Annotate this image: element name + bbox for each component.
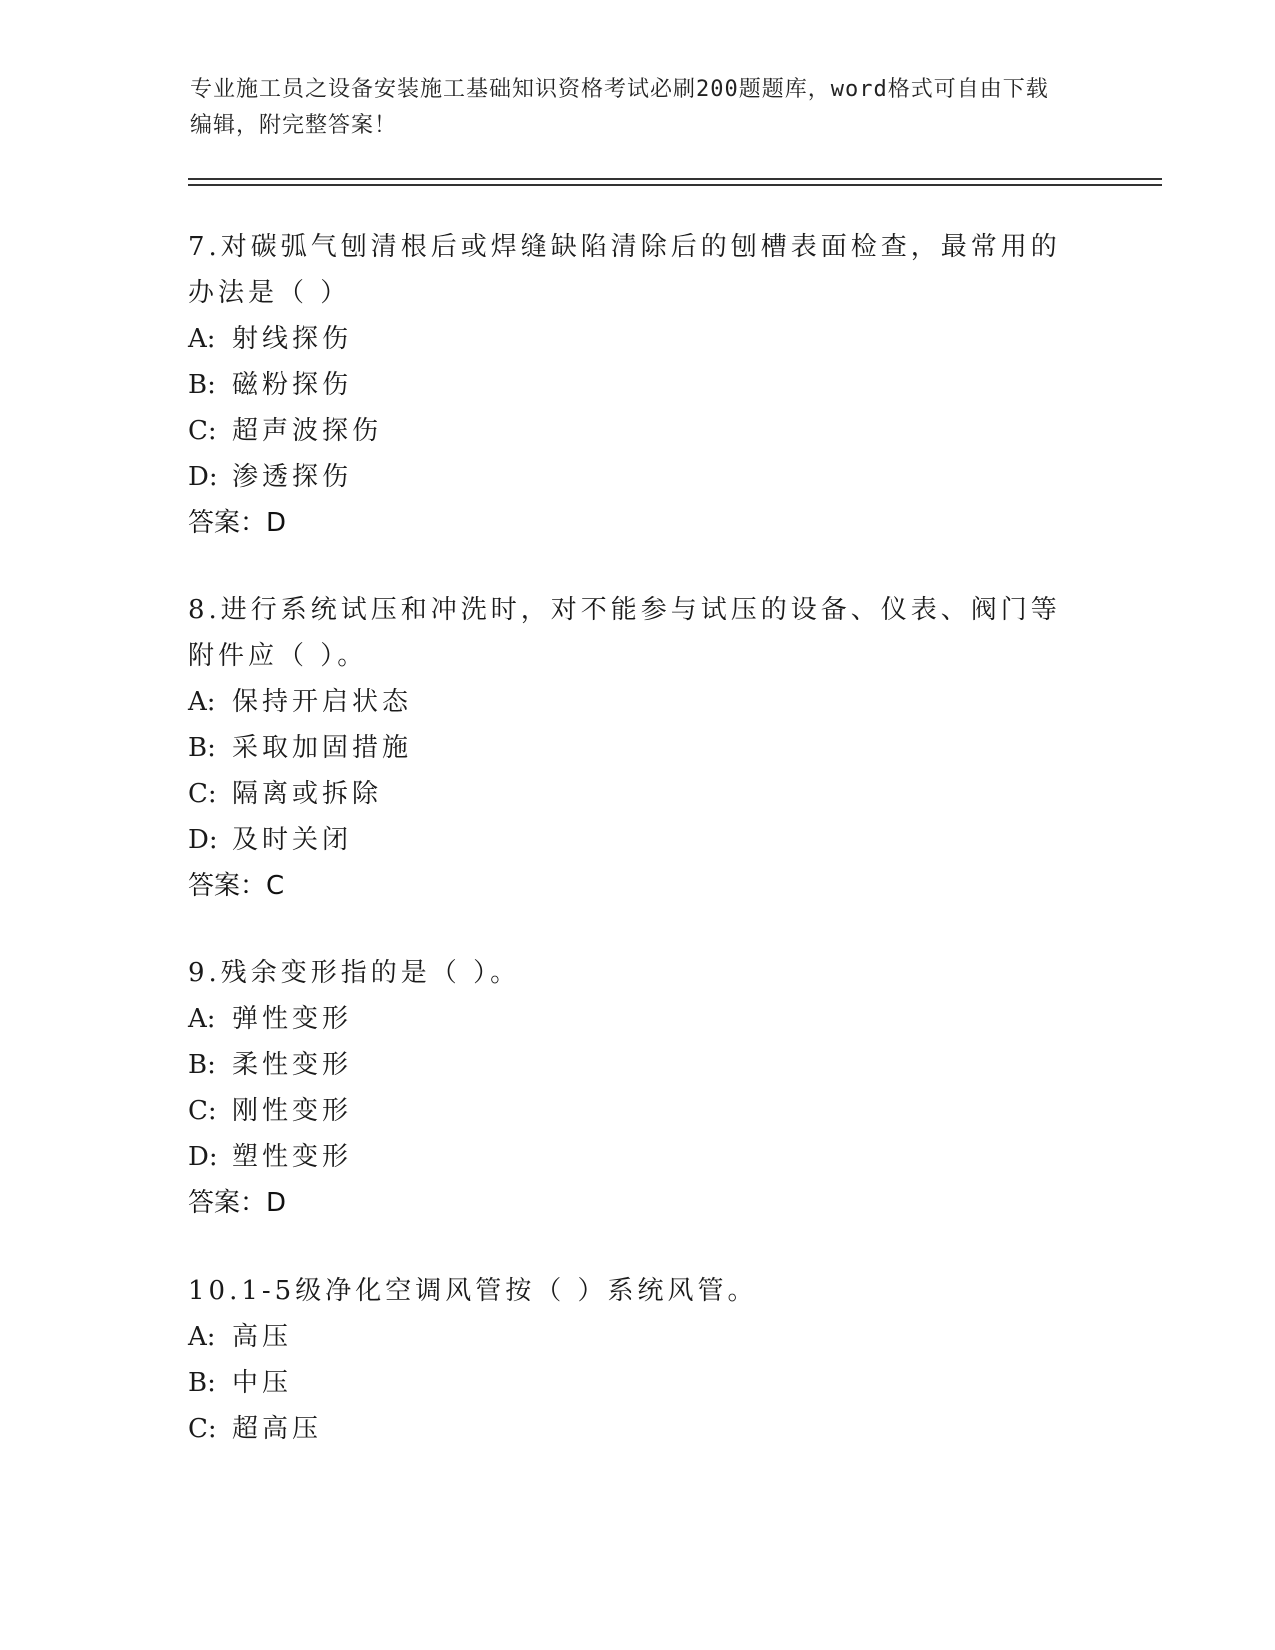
- option-key: C:: [188, 1096, 217, 1126]
- option-text: 超高压: [232, 1414, 323, 1444]
- option-key: C:: [188, 416, 217, 446]
- option-key: A:: [188, 1004, 216, 1034]
- document-header: 专业施工员之设备安装施工基础知识资格考试必刷200题题库，word格式可自由下载编辑，附完整答案！: [190, 77, 1049, 138]
- question-7: [188, 224, 1068, 546]
- question-stem: 8.进行系统试压和冲洗时，对不能参与试压的设备、仪表、阀门等附件应（ ）。: [188, 595, 1061, 671]
- option-text: 采取加固措施: [232, 733, 413, 763]
- option-key: D:: [188, 462, 218, 492]
- question-stem: 10.1-5级净化空调风管按（ ）系统风管。: [188, 1276, 758, 1306]
- option-text: 刚性变形: [232, 1096, 353, 1126]
- option-a: [188, 1314, 1068, 1360]
- header-divider-bottom: [188, 184, 1162, 186]
- question-stem: 9.残余变形指的是（ ）。: [188, 958, 521, 988]
- option-key: A:: [188, 1322, 216, 1352]
- option-key: C:: [188, 779, 217, 809]
- option-c: [188, 1406, 1068, 1452]
- option-text: 柔性变形: [232, 1050, 353, 1080]
- question-10: [188, 1268, 1068, 1452]
- option-c: [188, 771, 1068, 817]
- option-key: A:: [188, 324, 216, 354]
- question-8: [188, 587, 1068, 909]
- option-text: 弹性变形: [232, 1004, 353, 1034]
- option-text: 及时关闭: [232, 825, 353, 855]
- option-c: [188, 408, 1068, 454]
- option-key: A:: [188, 687, 216, 717]
- option-text: 磁粉探伤: [232, 370, 353, 400]
- option-text: 渗透探伤: [232, 462, 353, 492]
- option-key: B:: [188, 1368, 216, 1398]
- option-key: C:: [188, 1414, 217, 1444]
- question-stem: 7.对碳弧气刨清根后或焊缝缺陷清除后的刨槽表面检查，最常用的办法是（ ）: [188, 232, 1061, 308]
- option-b: [188, 362, 1068, 408]
- option-b: [188, 725, 1068, 771]
- option-text: 高压: [232, 1322, 293, 1352]
- option-b: [188, 1042, 1068, 1088]
- option-d: [188, 817, 1068, 863]
- option-d: [188, 1134, 1068, 1180]
- option-text: 射线探伤: [232, 324, 353, 354]
- option-a: [188, 996, 1068, 1042]
- option-a: [188, 679, 1068, 725]
- option-text: 超声波探伤: [232, 416, 383, 446]
- option-key: B:: [188, 370, 216, 400]
- option-c: [188, 1088, 1068, 1134]
- header-divider-top: [188, 178, 1162, 180]
- answer-line: 答案：C: [188, 871, 285, 901]
- option-key: B:: [188, 733, 216, 763]
- option-text: 塑性变形: [232, 1142, 353, 1172]
- option-text: 隔离或拆除: [232, 779, 383, 809]
- option-text: 保持开启状态: [232, 687, 413, 717]
- answer-line: 答案：D: [188, 1188, 287, 1218]
- question-9: [188, 950, 1068, 1226]
- option-key: B:: [188, 1050, 216, 1080]
- option-b: [188, 1360, 1068, 1406]
- answer-line: 答案：D: [188, 508, 287, 538]
- option-key: D:: [188, 1142, 218, 1172]
- option-text: 中压: [232, 1368, 293, 1398]
- option-key: D:: [188, 825, 218, 855]
- option-a: [188, 316, 1068, 362]
- option-d: [188, 454, 1068, 500]
